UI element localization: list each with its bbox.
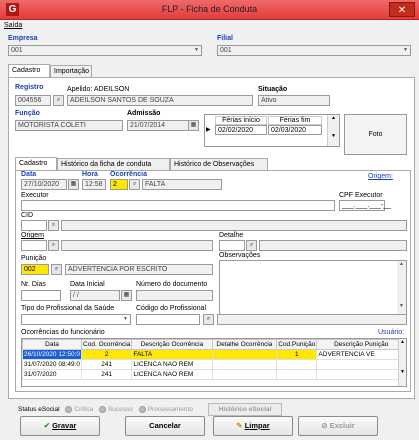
gravar-label: Gravar <box>52 421 77 430</box>
ferias-inicio-cell[interactable]: 02/02/2020 <box>215 125 267 135</box>
trash-icon: ⊘ <box>321 421 328 430</box>
observacoes-scrollbar[interactable]: ▲ ▼ <box>397 261 406 316</box>
observacoes-textarea[interactable] <box>219 260 407 317</box>
executor-label: Executor <box>21 192 49 199</box>
origem-label: Origem <box>21 232 44 239</box>
origem-link[interactable]: Origem: <box>368 173 393 180</box>
ferias-fim-header: Férias fim <box>268 116 322 125</box>
table-cell: ADVERTENCIA VE <box>317 350 406 360</box>
origem-desc-field <box>61 240 213 251</box>
ocorrencias-table <box>22 339 406 380</box>
detalhe-desc-field <box>259 240 407 251</box>
table-cell: 241 <box>82 360 132 370</box>
data-inicial-label: Data Inicial <box>70 281 105 288</box>
admissao-field: 21/07/2014 <box>127 120 199 131</box>
registro-field[interactable]: 004556 <box>15 95 51 106</box>
close-button[interactable]: ✕ <box>389 2 415 17</box>
title-bar <box>0 0 419 20</box>
table-cell: 2 <box>82 350 132 360</box>
column-header[interactable]: Descrição Punição <box>317 340 406 350</box>
column-header[interactable]: Cod.Punição <box>278 341 316 348</box>
punicao-label: Punição <box>21 255 47 262</box>
excluir-button[interactable] <box>298 416 378 436</box>
cpf-label: CPF Executor <box>339 192 383 199</box>
app-icon: G <box>6 3 19 16</box>
column-header[interactable]: Detalhe Ocorrência <box>212 340 277 350</box>
esocial-sucesso: Sucesso <box>107 406 133 413</box>
cid-desc-field <box>61 220 407 231</box>
search-icon[interactable]: ⌕ <box>129 179 140 190</box>
search-icon[interactable]: ⌕ <box>53 95 64 106</box>
num-doc-field[interactable] <box>136 290 213 301</box>
cod-prof-label: Código do Profissional <box>136 305 207 312</box>
tab-historico-ficha[interactable]: Histórico da ficha de conduta <box>57 158 170 170</box>
table-row[interactable] <box>23 350 406 360</box>
ferias-scrollbar[interactable]: ▲ ▼ <box>327 115 339 146</box>
observacoes-label: Observações <box>219 252 261 259</box>
grid-scrollbar[interactable]: ▲ ▼ <box>398 339 406 386</box>
table-cell <box>317 360 406 370</box>
critica-radio-icon <box>65 406 72 413</box>
ferias-fim-cell[interactable]: 02/03/2020 <box>268 125 322 135</box>
limpar-label: Limpar <box>244 421 270 430</box>
cancelar-button[interactable] <box>125 416 205 436</box>
foto-box: Foto <box>344 114 407 155</box>
registro-label: Registro <box>15 84 44 91</box>
hora-field[interactable]: 12:58 <box>82 179 106 190</box>
historico-esocial-button[interactable]: Histórico eSocial <box>208 403 282 416</box>
table-cell: FALTA <box>132 350 212 360</box>
tab-inner-cadastro[interactable]: Cadastro <box>15 157 57 170</box>
table-cell <box>277 370 317 380</box>
tab-importacao[interactable]: Importação <box>50 65 92 77</box>
funcao-field: MOTORISTA COLETI <box>15 120 123 131</box>
empresa-select[interactable]: 001 <box>8 45 202 56</box>
calendar-icon[interactable]: ▦ <box>68 179 79 190</box>
excluir-label: Excluir <box>329 421 355 430</box>
limpar-button[interactable] <box>213 416 293 436</box>
hora-label: Hora <box>82 171 98 178</box>
tab-cadastro[interactable]: Cadastro <box>8 64 50 77</box>
ocorrencias-grid <box>21 338 407 387</box>
calendar-icon[interactable]: ▦ <box>188 120 199 131</box>
cid-code-field[interactable] <box>21 220 47 231</box>
cancelar-label: Cancelar <box>149 421 181 430</box>
table-cell: LICENCA NAO REM <box>132 370 212 380</box>
ferias-inicio-header: Férias início <box>215 116 267 125</box>
nome-field: ADEILSON SANTOS DE SOUZA <box>67 95 253 106</box>
table-cell <box>212 350 277 360</box>
detalhe-label: Detalhe <box>219 232 244 239</box>
num-doc-label: Número do documento <box>136 281 208 288</box>
ocorrencia-label: Ocorrência <box>110 171 147 178</box>
table-cell: LICENCA NAO REM <box>132 360 212 370</box>
search-icon[interactable]: ⌕ <box>203 314 214 325</box>
apelido-label: Apelido: ADEILSON <box>67 86 130 93</box>
usuario-label: Usuário: <box>378 329 405 336</box>
table-cell: 241 <box>82 370 132 380</box>
search-icon[interactable]: ⌕ <box>48 220 59 231</box>
cod-prof-desc-field <box>217 314 407 325</box>
table-cell: 31/07/2020 <box>23 370 82 380</box>
admissao-label: Admissão <box>127 110 161 117</box>
menu-bar <box>0 20 419 32</box>
table-cell: 26/10/2020 12:50:0 <box>24 351 81 358</box>
menu-saida[interactable]: Saída <box>4 22 23 29</box>
tab-historico-observacoes[interactable]: Histórico de Observações <box>170 158 268 170</box>
origem-code-field[interactable] <box>21 240 47 251</box>
data-label: Data <box>21 171 37 178</box>
table-cell <box>317 370 406 380</box>
nr-dias-field[interactable] <box>21 290 61 301</box>
column-header[interactable]: Data <box>23 340 82 350</box>
gravar-button[interactable] <box>20 416 100 436</box>
cid-label: CID <box>21 212 34 219</box>
search-icon[interactable]: ⌕ <box>51 264 62 275</box>
cod-prof-field[interactable] <box>136 314 200 325</box>
empresa-label: Empresa <box>8 35 38 42</box>
filial-select[interactable]: 001 <box>217 45 411 56</box>
tipo-prof-label: Tipo do Profissional da Saúde <box>21 305 115 312</box>
table-row[interactable] <box>23 370 406 380</box>
executor-field[interactable] <box>21 200 335 211</box>
chevron-down-icon[interactable]: ▼ <box>194 47 199 53</box>
table-cell <box>277 360 317 370</box>
table-cell: 1 <box>277 350 317 360</box>
ocorrencias-title: Ocorrências do funcionário <box>21 329 105 336</box>
esocial-status-label: Status eSocial <box>18 406 60 413</box>
eraser-icon: ✎ <box>236 421 243 430</box>
window-title: FLP - Ficha de Conduta <box>161 4 258 14</box>
tipo-prof-select[interactable] <box>21 314 131 325</box>
table-cell <box>212 370 277 380</box>
punicao-desc-field: ADVERTENCIA POR ESCRITO <box>65 264 213 275</box>
chevron-down-icon[interactable]: ▼ <box>123 316 128 322</box>
column-header[interactable]: Descrição Ocorrência <box>132 340 212 350</box>
calendar-icon[interactable]: ▦ <box>121 290 132 301</box>
row-pointer-icon: ▶ <box>206 127 211 133</box>
table-row[interactable] <box>23 360 406 370</box>
data-inicial-field[interactable]: / / <box>70 290 120 301</box>
search-icon[interactable]: ⌕ <box>246 240 257 251</box>
funcao-label: Função <box>15 110 40 117</box>
chevron-down-icon[interactable]: ▼ <box>403 47 408 53</box>
nr-dias-label: Nr. Dias <box>21 281 46 288</box>
situacao-field: Ativo <box>258 95 330 106</box>
column-header[interactable]: Cod. Ocorrência <box>83 341 131 348</box>
filial-label: Filial <box>217 35 233 42</box>
check-icon: ✔ <box>43 421 50 430</box>
esocial-critica: Crítica <box>74 406 94 413</box>
ocorrencia-code-field[interactable]: 2 <box>110 179 128 190</box>
situacao-label: Situação <box>258 86 288 93</box>
cpf-field[interactable]: ___.___.___-__ <box>339 200 385 211</box>
ocorrencia-desc-field: FALTA <box>142 179 222 190</box>
table-cell <box>212 360 277 370</box>
punicao-code-field[interactable]: 002 <box>21 264 49 275</box>
detalhe-code-field[interactable] <box>219 240 245 251</box>
esocial-processamento: Processamento <box>147 406 193 413</box>
table-cell: 31/07/2020 08:49:0 <box>24 361 81 368</box>
search-icon[interactable]: ⌕ <box>48 240 59 251</box>
sucesso-radio-icon <box>99 406 106 413</box>
data-field[interactable]: 27/10/2020 <box>21 179 67 190</box>
processamento-radio-icon <box>139 406 146 413</box>
